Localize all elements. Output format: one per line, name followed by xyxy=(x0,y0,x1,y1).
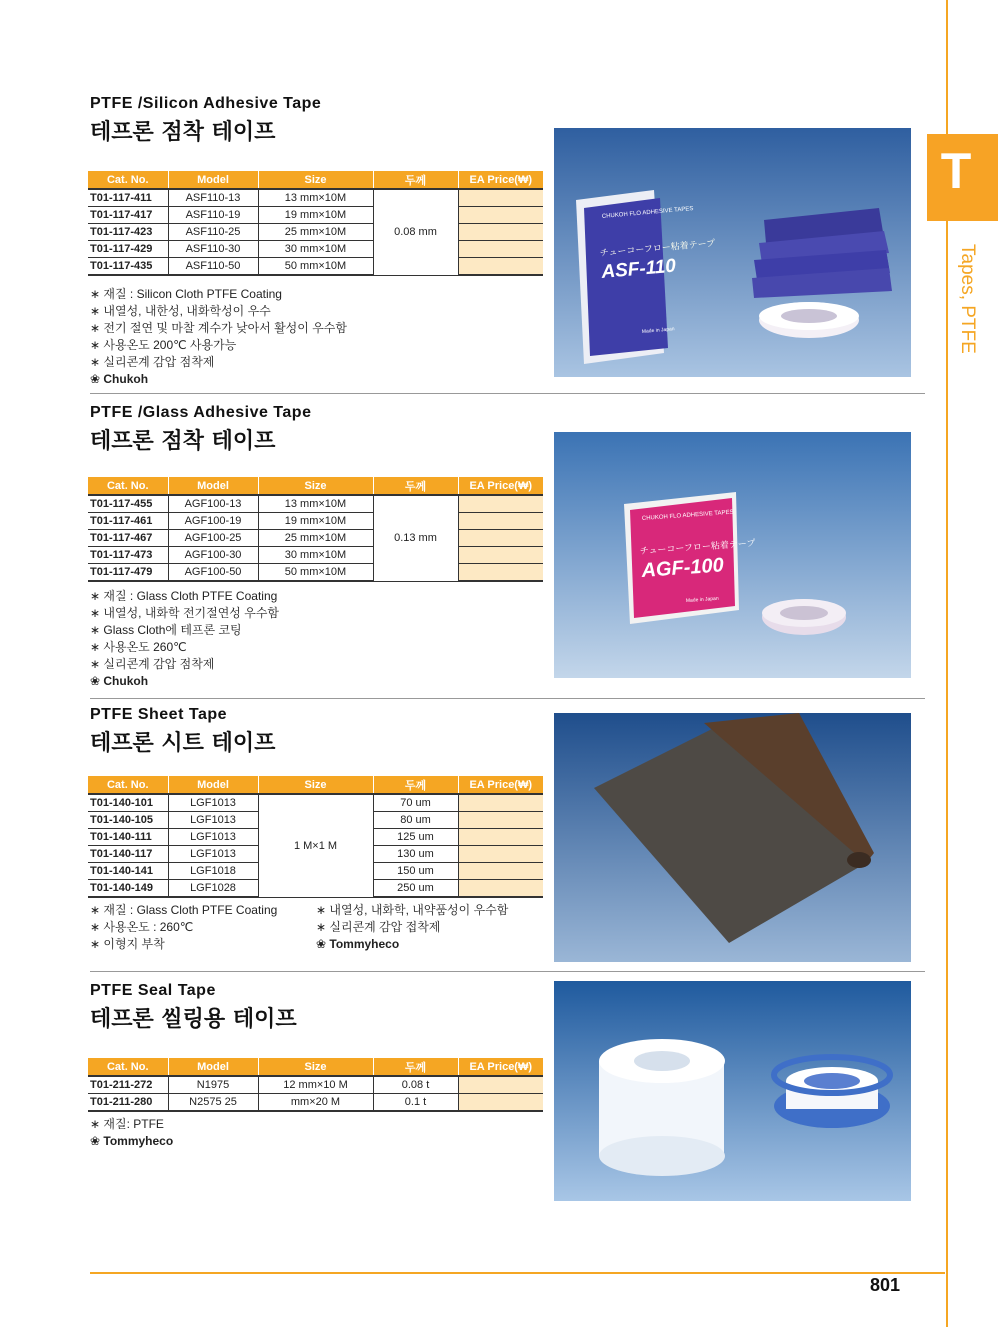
tab-letter: T xyxy=(940,143,972,199)
price-cell xyxy=(458,530,543,547)
cat-no: T01-117-455 xyxy=(88,495,168,513)
price-cell xyxy=(458,880,543,898)
col-header: Cat. No. xyxy=(88,477,168,495)
product-photo-asf110 xyxy=(554,128,911,377)
col-header: Size xyxy=(258,1058,373,1076)
note-line: ∗ 사용온도 260℃ xyxy=(90,640,187,654)
cat-no: T01-117-461 xyxy=(88,513,168,530)
col-header: 두께 xyxy=(373,171,458,189)
size: 30 mm×10M xyxy=(258,547,373,564)
model: ASF110-30 xyxy=(168,241,258,258)
table-row xyxy=(88,513,543,530)
col-header: 두께 xyxy=(373,1058,458,1076)
notes-sheet-right xyxy=(316,902,508,953)
thickness: 80 um xyxy=(373,812,458,829)
col-header: Cat. No. xyxy=(88,171,168,189)
col-header: Size xyxy=(258,171,373,189)
notes-sheet-left xyxy=(90,902,277,953)
model: LGF1013 xyxy=(168,846,258,863)
page-number: 801 xyxy=(870,1275,901,1295)
note-line: ∗ 내열성, 내화학 전기절연성 우수함 xyxy=(90,606,280,620)
table-row xyxy=(88,224,543,241)
price-cell xyxy=(458,794,543,812)
spec-table-seal xyxy=(88,1058,543,1112)
model: AGF100-19 xyxy=(168,513,258,530)
table-row xyxy=(88,1076,543,1094)
note-line: ∗ 내열성, 내화학, 내약품성이 우수함 xyxy=(316,903,509,917)
size: 13 mm×10M xyxy=(258,189,373,207)
model: AGF100-50 xyxy=(168,564,258,582)
box-sub-text: CHUKOH FLO ADHESIVE TAPES xyxy=(601,206,694,220)
side-label-text: Tapes, PTFE xyxy=(957,244,978,354)
price-cell xyxy=(458,1094,543,1112)
product-photo-agf100 xyxy=(554,432,911,678)
size: 13 mm×10M xyxy=(258,495,373,513)
model: LGF1013 xyxy=(168,794,258,812)
section-title-ko: 테프론 점착 테이프 xyxy=(90,429,276,454)
price-cell xyxy=(458,207,543,224)
size: 25 mm×10M xyxy=(258,530,373,547)
note-line: ∗ 재질: PTFE xyxy=(90,1117,164,1131)
thickness: 0.08 t xyxy=(373,1076,458,1094)
size: 50 mm×10M xyxy=(258,564,373,582)
price-cell xyxy=(458,241,543,258)
section-tab[interactable] xyxy=(927,134,998,221)
brand-label: ❀ Chukoh xyxy=(90,674,149,688)
table-row xyxy=(88,794,543,812)
col-header: Size xyxy=(258,477,373,495)
note-line: ∗ 내열성, 내한성, 내화학성이 우수 xyxy=(90,304,271,318)
model: AGF100-25 xyxy=(168,530,258,547)
model: ASF110-13 xyxy=(168,189,258,207)
col-header: 두께 xyxy=(373,776,458,794)
thickness: 125 um xyxy=(373,829,458,846)
price-cell xyxy=(458,863,543,880)
table-row xyxy=(88,189,543,207)
section-title-en: PTFE /Glass Adhesive Tape xyxy=(90,404,312,421)
section-title-ko: 테프론 씰링용 테이프 xyxy=(90,1007,297,1032)
cat-no: T01-117-435 xyxy=(88,258,168,276)
price-cell xyxy=(458,1076,543,1094)
note-line: ∗ 재질 : Glass Cloth PTFE Coating xyxy=(90,903,278,917)
model: ASF110-19 xyxy=(168,207,258,224)
thickness: 70 um xyxy=(373,794,458,812)
section-divider xyxy=(90,698,925,699)
thickness: 130 um xyxy=(373,846,458,863)
model: AGF100-13 xyxy=(168,495,258,513)
cat-no: T01-140-111 xyxy=(88,829,168,846)
brand-label: ❀ Tommyheco xyxy=(316,937,400,951)
price-cell xyxy=(458,495,543,513)
note-line: ∗ 재질 : Glass Cloth PTFE Coating xyxy=(90,589,278,603)
section-title-ko: 테프론 점착 테이프 xyxy=(90,120,276,145)
cat-no: T01-117-467 xyxy=(88,530,168,547)
table-row xyxy=(88,495,543,513)
notes-glass xyxy=(90,588,279,690)
section-title-en: PTFE Seal Tape xyxy=(90,982,216,999)
col-header: Model xyxy=(168,1058,258,1076)
cat-no: T01-117-411 xyxy=(88,189,168,207)
table-row xyxy=(88,258,543,276)
model: N2575 25 xyxy=(168,1094,258,1112)
col-header: Model xyxy=(168,477,258,495)
section-divider xyxy=(90,393,925,394)
model: LGF1028 xyxy=(168,880,258,898)
table-row xyxy=(88,1094,543,1112)
col-header: Model xyxy=(168,171,258,189)
section-silicon-tape xyxy=(90,95,545,146)
product-photo-seal xyxy=(554,981,911,1201)
section-title-en: PTFE Sheet Tape xyxy=(90,706,228,723)
note-line: ∗ 실리콘계 감압 점착제 xyxy=(90,657,215,671)
cat-no: T01-140-105 xyxy=(88,812,168,829)
price-cell xyxy=(458,829,543,846)
box-made-text: Made in Japan xyxy=(641,326,675,335)
model: LGF1013 xyxy=(168,829,258,846)
price-cell xyxy=(458,547,543,564)
table-row xyxy=(88,530,543,547)
model: LGF1018 xyxy=(168,863,258,880)
model: LGF1013 xyxy=(168,812,258,829)
price-cell xyxy=(458,846,543,863)
price-cell xyxy=(458,564,543,582)
cat-no: T01-140-141 xyxy=(88,863,168,880)
brand-label: ❀ Chukoh xyxy=(90,372,149,386)
spec-table-silicon xyxy=(88,171,543,276)
note-line: ∗ Glass Cloth에 테프론 코팅 xyxy=(90,623,242,637)
price-cell xyxy=(458,189,543,207)
section-title-ko: 테프론 시트 테이프 xyxy=(90,731,276,756)
col-header: EA Price(₩) xyxy=(458,1058,543,1076)
cat-no: T01-117-473 xyxy=(88,547,168,564)
note-line: ∗ 이형지 부착 xyxy=(90,937,165,951)
section-title-en: PTFE /Silicon Adhesive Tape xyxy=(90,95,322,112)
model: AGF100-30 xyxy=(168,547,258,564)
product-photo-sheet xyxy=(554,713,911,962)
price-cell xyxy=(458,224,543,241)
notes-seal xyxy=(90,1116,173,1150)
model: ASF110-50 xyxy=(168,258,258,276)
col-header: EA Price(₩) xyxy=(458,477,543,495)
cat-no: T01-140-117 xyxy=(88,846,168,863)
box-model-text: AGF-100 xyxy=(640,554,725,582)
thickness: 250 um xyxy=(373,880,458,898)
box-made-text: Made in Japan xyxy=(685,595,719,604)
thickness: 150 um xyxy=(373,863,458,880)
price-cell xyxy=(458,812,543,829)
brand-label: ❀ Tommyheco xyxy=(90,1134,174,1148)
footer-rule xyxy=(90,1272,945,1274)
spec-table-glass xyxy=(88,477,543,582)
cat-no: T01-117-417 xyxy=(88,207,168,224)
table-row xyxy=(88,564,543,582)
col-header: EA Price(₩) xyxy=(458,171,543,189)
note-line: ∗ 사용온도 200℃ 사용가능 xyxy=(90,338,237,352)
col-header: Model xyxy=(168,776,258,794)
box-jp-text: チューコーフロー粘着テープ xyxy=(639,537,756,556)
size: 30 mm×10M xyxy=(258,241,373,258)
size: 12 mm×10 M xyxy=(258,1076,373,1094)
cat-no: T01-140-149 xyxy=(88,880,168,898)
section-glass-tape xyxy=(90,404,545,455)
thickness: 0.1 t xyxy=(373,1094,458,1112)
table-row xyxy=(88,241,543,258)
col-header: Cat. No. xyxy=(88,1058,168,1076)
section-seal-tape xyxy=(90,982,545,1033)
cat-no: T01-117-429 xyxy=(88,241,168,258)
cat-no: T01-117-479 xyxy=(88,564,168,582)
note-line: ∗ 재질 : Silicon Cloth PTFE Coating xyxy=(90,287,282,301)
cat-no: T01-211-272 xyxy=(88,1076,168,1094)
size: 1 M×1 M xyxy=(258,794,373,897)
cat-no: T01-140-101 xyxy=(88,794,168,812)
size: 19 mm×10M xyxy=(258,207,373,224)
side-label xyxy=(942,244,982,384)
model: ASF110-25 xyxy=(168,224,258,241)
size: 19 mm×10M xyxy=(258,513,373,530)
size: 25 mm×10M xyxy=(258,224,373,241)
col-header: Cat. No. xyxy=(88,776,168,794)
price-cell xyxy=(458,258,543,276)
spec-table-sheet xyxy=(88,776,543,898)
col-header: Size xyxy=(258,776,373,794)
table-row xyxy=(88,547,543,564)
note-line: ∗ 사용온도 : 260℃ xyxy=(90,920,194,934)
price-cell xyxy=(458,513,543,530)
box-stack xyxy=(752,208,892,298)
cat-no: T01-117-423 xyxy=(88,224,168,241)
note-line: ∗ 전기 절연 및 마찰 계수가 낮아서 활성이 우수함 xyxy=(90,321,347,335)
model: N1975 xyxy=(168,1076,258,1094)
size: mm×20 M xyxy=(258,1094,373,1112)
section-sheet-tape xyxy=(90,706,545,757)
thickness: 0.08 mm xyxy=(373,189,458,275)
col-header: 두께 xyxy=(373,477,458,495)
notes-silicon xyxy=(90,286,347,388)
col-header: EA Price(₩) xyxy=(458,776,543,794)
size: 50 mm×10M xyxy=(258,258,373,276)
cat-no: T01-211-280 xyxy=(88,1094,168,1112)
section-divider xyxy=(90,971,925,972)
table-row xyxy=(88,207,543,224)
thickness: 0.13 mm xyxy=(373,495,458,581)
box-model-text: ASF-110 xyxy=(600,255,677,283)
note-line: ∗ 실리콘계 감압 점착제 xyxy=(90,355,215,369)
box-jp-text: チューコーフロー粘着テープ xyxy=(599,237,716,258)
note-line: ∗ 실리콘계 감압 접착제 xyxy=(316,920,441,934)
box-sub-text: CHUKOH FLO ADHESIVE TAPES xyxy=(641,509,734,522)
